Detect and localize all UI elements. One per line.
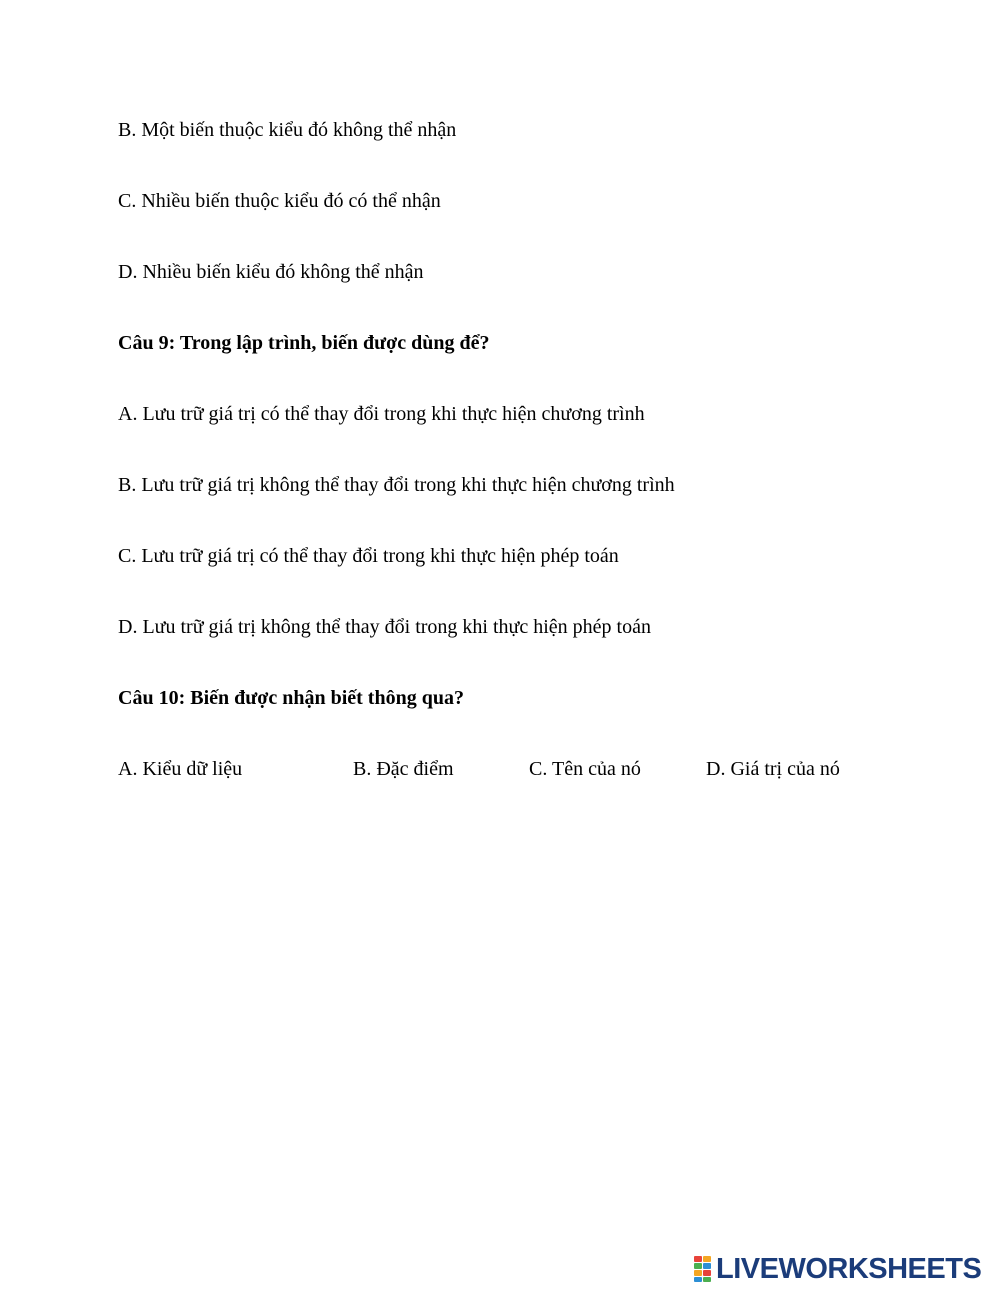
- logo-block-yellow: [694, 1270, 702, 1276]
- q9-option-d: D. Lưu trữ giá trị không thể thay đổi trong khi thực hiện phép toán: [118, 616, 651, 638]
- logo-block-orange: [703, 1256, 711, 1262]
- q10-option-b: B. Đặc điểm: [353, 758, 454, 780]
- liveworksheets-logo: [694, 1253, 981, 1285]
- q8-option-d: D. Nhiều biến kiểu đó không thể nhận: [118, 261, 424, 283]
- q10-option-a: A. Kiểu dữ liệu: [118, 758, 243, 780]
- q9-question: Câu 9: Trong lập trình, biến được dùng để?: [118, 332, 490, 354]
- logo-block-blue: [703, 1263, 711, 1269]
- q10-question: Câu 10: Biến được nhận biết thông qua?: [118, 687, 464, 709]
- q10-option-c: C. Tên của nó: [529, 758, 641, 780]
- q8-option-b: B. Một biến thuộc kiểu đó không thể nhận: [118, 119, 457, 141]
- q8-option-c: C. Nhiều biến thuộc kiểu đó có thể nhận: [118, 190, 441, 212]
- liveworksheets-logo-icon: [694, 1256, 712, 1282]
- q9-option-c: C. Lưu trữ giá trị có thể thay đổi trong khi thực hiện phép toán: [118, 545, 619, 567]
- logo-block-green: [694, 1263, 702, 1269]
- q9-option-a: A. Lưu trữ giá trị có thể thay đổi trong khi thực hiện chương trình: [118, 403, 645, 425]
- logo-block-green-2: [703, 1277, 711, 1282]
- liveworksheets-logo-text: LIVEWORKSHEETS: [716, 1253, 982, 1285]
- q10-option-d: D. Giá trị của nó: [706, 758, 840, 780]
- logo-block-red-2: [703, 1270, 711, 1276]
- logo-block-red: [694, 1256, 702, 1262]
- logo-block-blue-2: [694, 1277, 702, 1282]
- q9-option-b: B. Lưu trữ giá trị không thể thay đổi trong khi thực hiện chương trình: [118, 474, 675, 496]
